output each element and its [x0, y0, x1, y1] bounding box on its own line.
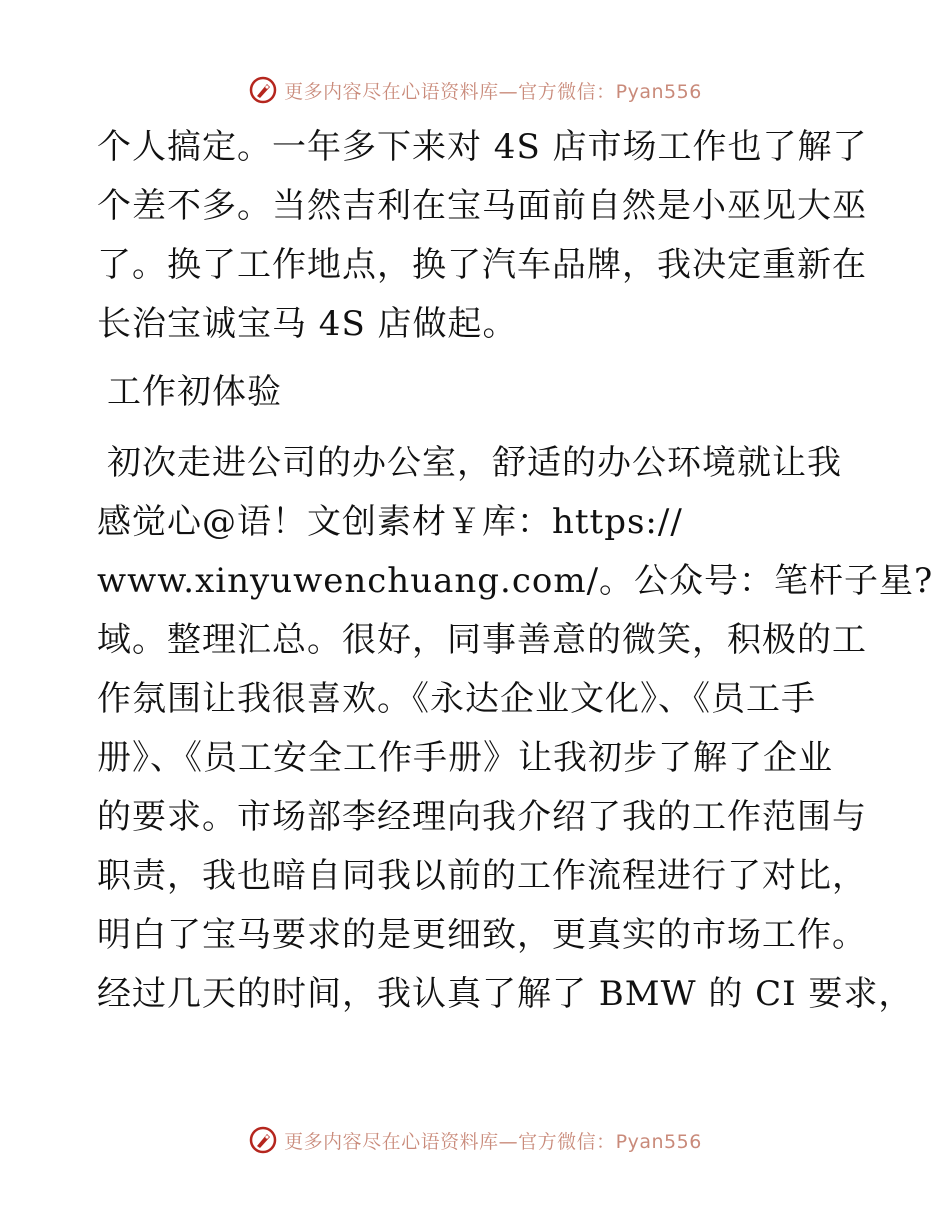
paragraph-line: 册》、《员工安全工作手册》让我初步了解了企业 — [97, 738, 833, 778]
paragraph-2 — [97, 434, 934, 1024]
paragraph-line: 经过几天的时间，我认真了解了 BMW 的 CI 要求， — [97, 974, 914, 1014]
header-banner-content — [248, 75, 702, 105]
paragraph-line: 个差不多。当然吉利在宝马面前自然是小巫见大巫 — [97, 186, 867, 226]
section-heading: 工作初体验 — [107, 372, 282, 412]
paragraph-line: 了。换了工作地点，换了汽车品牌，我决定重新在 — [97, 245, 867, 285]
paragraph-line: 明白了宝马要求的是更细致，更真实的市场工作。 — [97, 915, 867, 955]
paragraph-line: 长治宝诚宝马 4S 店做起。 — [97, 304, 518, 344]
document-body — [97, 118, 934, 1024]
header-banner-text: 更多内容尽在心语资料库—官方微信：Pyan556 — [284, 80, 702, 103]
footer-banner-content — [248, 1125, 702, 1155]
pen-nib-logo-icon — [248, 1125, 278, 1155]
paragraph-line: 个人搞定。一年多下来对 4S 店市场工作也了解了 — [97, 127, 868, 167]
paragraph-line: 域。整理汇总。很好，同事善意的微笑，积极的工 — [97, 620, 867, 660]
paragraph-line: 感觉心@语！文创素材￥库：https:// — [97, 502, 683, 542]
paragraph-line: 的要求。市场部李经理向我介绍了我的工作范围与 — [97, 797, 867, 837]
header-banner — [0, 70, 950, 110]
pen-nib-logo-icon — [248, 75, 278, 105]
paragraph-1 — [97, 118, 868, 354]
paragraph-line: 初次走进公司的办公室，舒适的办公环境就让我 — [107, 443, 842, 483]
paragraph-line: 作氛围让我很喜欢。《永达企业文化》、《员工手 — [97, 679, 816, 719]
paragraph-line: 职责，我也暗自同我以前的工作流程进行了对比， — [97, 856, 867, 896]
paragraph-spacer — [97, 422, 857, 434]
footer-banner — [0, 1120, 950, 1160]
footer-banner-text: 更多内容尽在心语资料库—官方微信：Pyan556 — [284, 1130, 702, 1153]
paragraph-line: www.xinyuwenchuang.com/。公众号：笔杆子星? — [97, 561, 934, 601]
